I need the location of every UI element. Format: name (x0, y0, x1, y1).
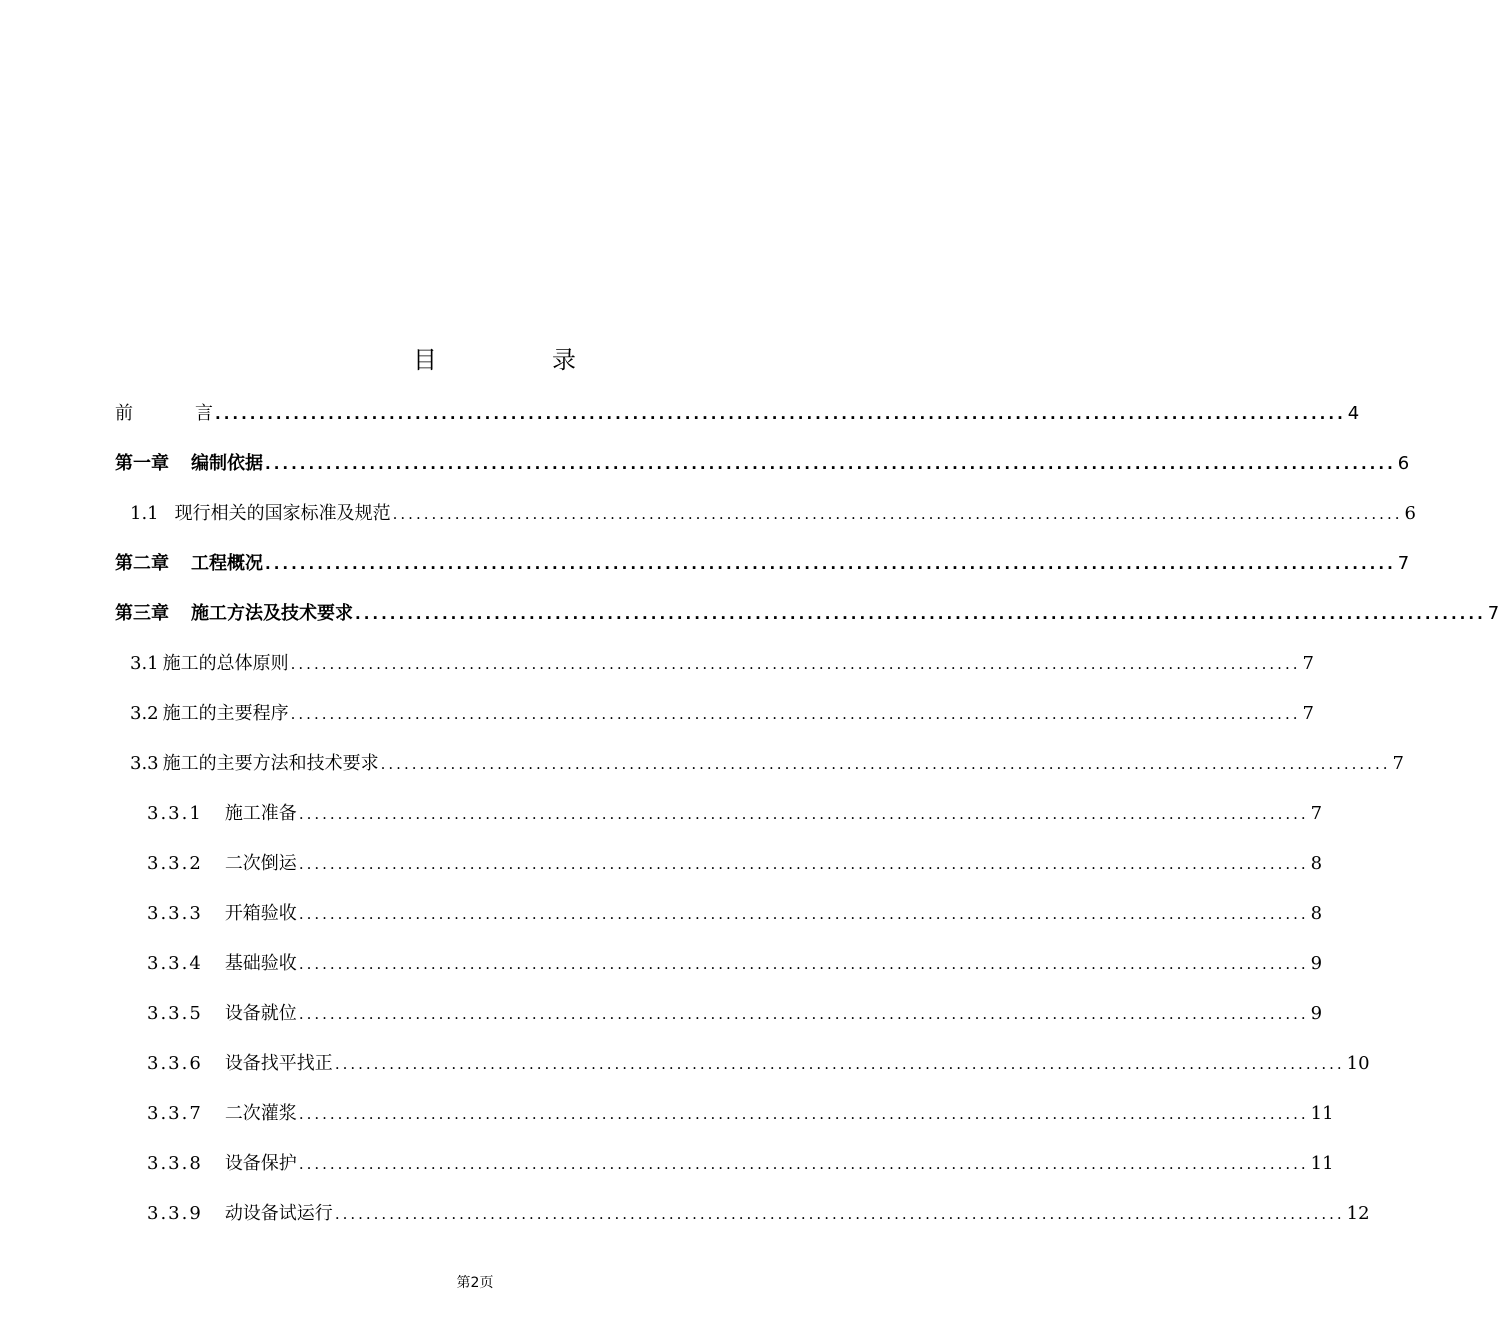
toc-dot-leader: .................................................................................................................................. (290, 655, 1301, 673)
toc-entry-3-3-9[interactable] (147, 1195, 1370, 1225)
toc-dot-leader: .................................................................................................................................. (380, 755, 1391, 773)
toc-entry-preface[interactable] (115, 395, 1360, 425)
toc-entry-page: 4 (1347, 403, 1360, 424)
toc-entry-text: 施工方法及技术要求 (191, 603, 353, 624)
toc-entry-page: 8 (1310, 903, 1323, 924)
toc-entry-number: 3.3 (130, 753, 159, 774)
toc-entry-chapter-3[interactable] (115, 595, 1499, 625)
toc-entry-page: 9 (1310, 953, 1323, 974)
toc-entry-number: 3.3.2 (147, 853, 203, 874)
toc-entry-number: 3.1 (130, 653, 159, 674)
toc-entry-chapter-2[interactable] (115, 545, 1410, 575)
toc-dot-leader: .................................................................................................................................. (290, 705, 1301, 723)
toc-dot-leader: .................................................................................................................................. (392, 505, 1403, 523)
toc-entry-number: 3.3.1 (147, 803, 203, 824)
toc-entry-3-1[interactable] (130, 645, 1314, 675)
toc-entry-text: 基础验收 (224, 953, 297, 974)
toc-entry-page: 7 (1397, 553, 1410, 574)
toc-entry-page: 7 (1392, 753, 1404, 774)
toc-entry-page: 12 (1346, 1203, 1370, 1224)
toc-entry-number: 3.3.4 (147, 953, 203, 974)
toc-dot-leader: .................................................................................................................................. (298, 855, 1309, 873)
toc-entry-page: 6 (1404, 503, 1416, 524)
toc-entry-page: 9 (1310, 1003, 1323, 1024)
toc-entry-number: 第二章 (115, 553, 169, 574)
toc-entry-text: 设备就位 (224, 1003, 297, 1024)
toc-entry-page: 7 (1487, 603, 1499, 624)
page-footer (0, 1272, 950, 1292)
toc-entry-3-3-2[interactable] (147, 845, 1323, 875)
toc-entry-text: 现行相关的国家标准及规范 (174, 503, 391, 524)
toc-entry-page: 8 (1310, 853, 1323, 874)
toc-entry-page: 7 (1302, 703, 1314, 724)
toc-entry-text: 施工准备 (224, 803, 297, 824)
toc-title (0, 340, 950, 380)
toc-entry-text: 二次灌浆 (224, 1103, 297, 1124)
toc-entry-number: 3.3.7 (147, 1103, 203, 1124)
toc-entry-number: 3.3.6 (147, 1053, 203, 1074)
toc-entry-3-3-7[interactable] (147, 1095, 1334, 1125)
toc-dot-leader: .................................................................................................................................. (265, 555, 1396, 573)
toc-title-char-1: 目 (413, 346, 437, 374)
toc-dot-leader: .................................................................................................................................. (334, 1205, 1345, 1223)
toc-entry-3-3-5[interactable] (147, 995, 1323, 1025)
toc-entry-number: 3.3.9 (147, 1203, 203, 1224)
toc-entry-chapter-1[interactable] (115, 445, 1410, 475)
toc-entry-text: 施工的主要方法和技术要求 (162, 753, 379, 774)
toc-entry-text: 编制依据 (191, 453, 263, 474)
toc-entry-text: 开箱验收 (224, 903, 297, 924)
toc-dot-leader: .................................................................................................................................. (355, 605, 1486, 623)
toc-dot-leader: .................................................................................................................................. (334, 1055, 1345, 1073)
toc-entry-text: 动设备试运行 (224, 1203, 333, 1224)
toc-entry-number: 3.3.8 (147, 1153, 203, 1174)
toc-entry-number: 3.2 (130, 703, 159, 724)
toc-entry-page: 10 (1346, 1053, 1370, 1074)
page-number-label: 第2页 (456, 1275, 494, 1291)
toc-entry-page: 7 (1310, 803, 1323, 824)
toc-dot-leader: .................................................................................................................................. (265, 455, 1396, 473)
toc-entry-number: 1.1 (130, 503, 159, 524)
toc-entry-3-3-6[interactable] (147, 1045, 1370, 1075)
toc-entry-number: 3.3.5 (147, 1003, 203, 1024)
toc-entry-number: 第一章 (115, 453, 169, 474)
toc-entry-number: 前 (115, 403, 133, 424)
toc-entry-text: 工程概况 (191, 553, 263, 574)
toc-entry-text: 设备保护 (224, 1153, 297, 1174)
toc-dot-leader: .................................................................................................................................. (298, 905, 1309, 923)
toc-entry-3-3-8[interactable] (147, 1145, 1334, 1175)
toc-title-char-2: 录 (552, 346, 576, 374)
toc-entry-text: 设备找平找正 (224, 1053, 333, 1074)
toc-entry-text: 二次倒运 (224, 853, 297, 874)
toc-entry-3-3-4[interactable] (147, 945, 1323, 975)
toc-entry-number: 第三章 (115, 603, 169, 624)
toc-entry-text: 施工的主要程序 (162, 703, 289, 724)
toc-entry-1-1[interactable] (130, 495, 1416, 525)
toc-entry-page: 11 (1310, 1103, 1334, 1124)
toc-dot-leader: .................................................................................................................................. (298, 1005, 1309, 1023)
toc-dot-leader: .................................................................................................................................. (215, 405, 1346, 423)
toc-entry-number: 3.3.3 (147, 903, 203, 924)
toc-dot-leader: .................................................................................................................................. (298, 1155, 1309, 1173)
toc-entry-text: 言 (195, 403, 213, 424)
toc-entry-3-3-3[interactable] (147, 895, 1323, 925)
toc-dot-leader: .................................................................................................................................. (298, 1105, 1309, 1123)
toc-entry-page: 7 (1302, 653, 1314, 674)
toc-entry-3-3[interactable] (130, 745, 1404, 775)
toc-entry-3-2[interactable] (130, 695, 1314, 725)
toc-dot-leader: .................................................................................................................................. (298, 955, 1309, 973)
toc-dot-leader: .................................................................................................................................. (298, 805, 1309, 823)
toc-entry-3-3-1[interactable] (147, 795, 1323, 825)
toc-entry-page: 6 (1397, 453, 1410, 474)
toc-entry-text: 施工的总体原则 (162, 653, 289, 674)
toc-entry-page: 11 (1310, 1153, 1334, 1174)
